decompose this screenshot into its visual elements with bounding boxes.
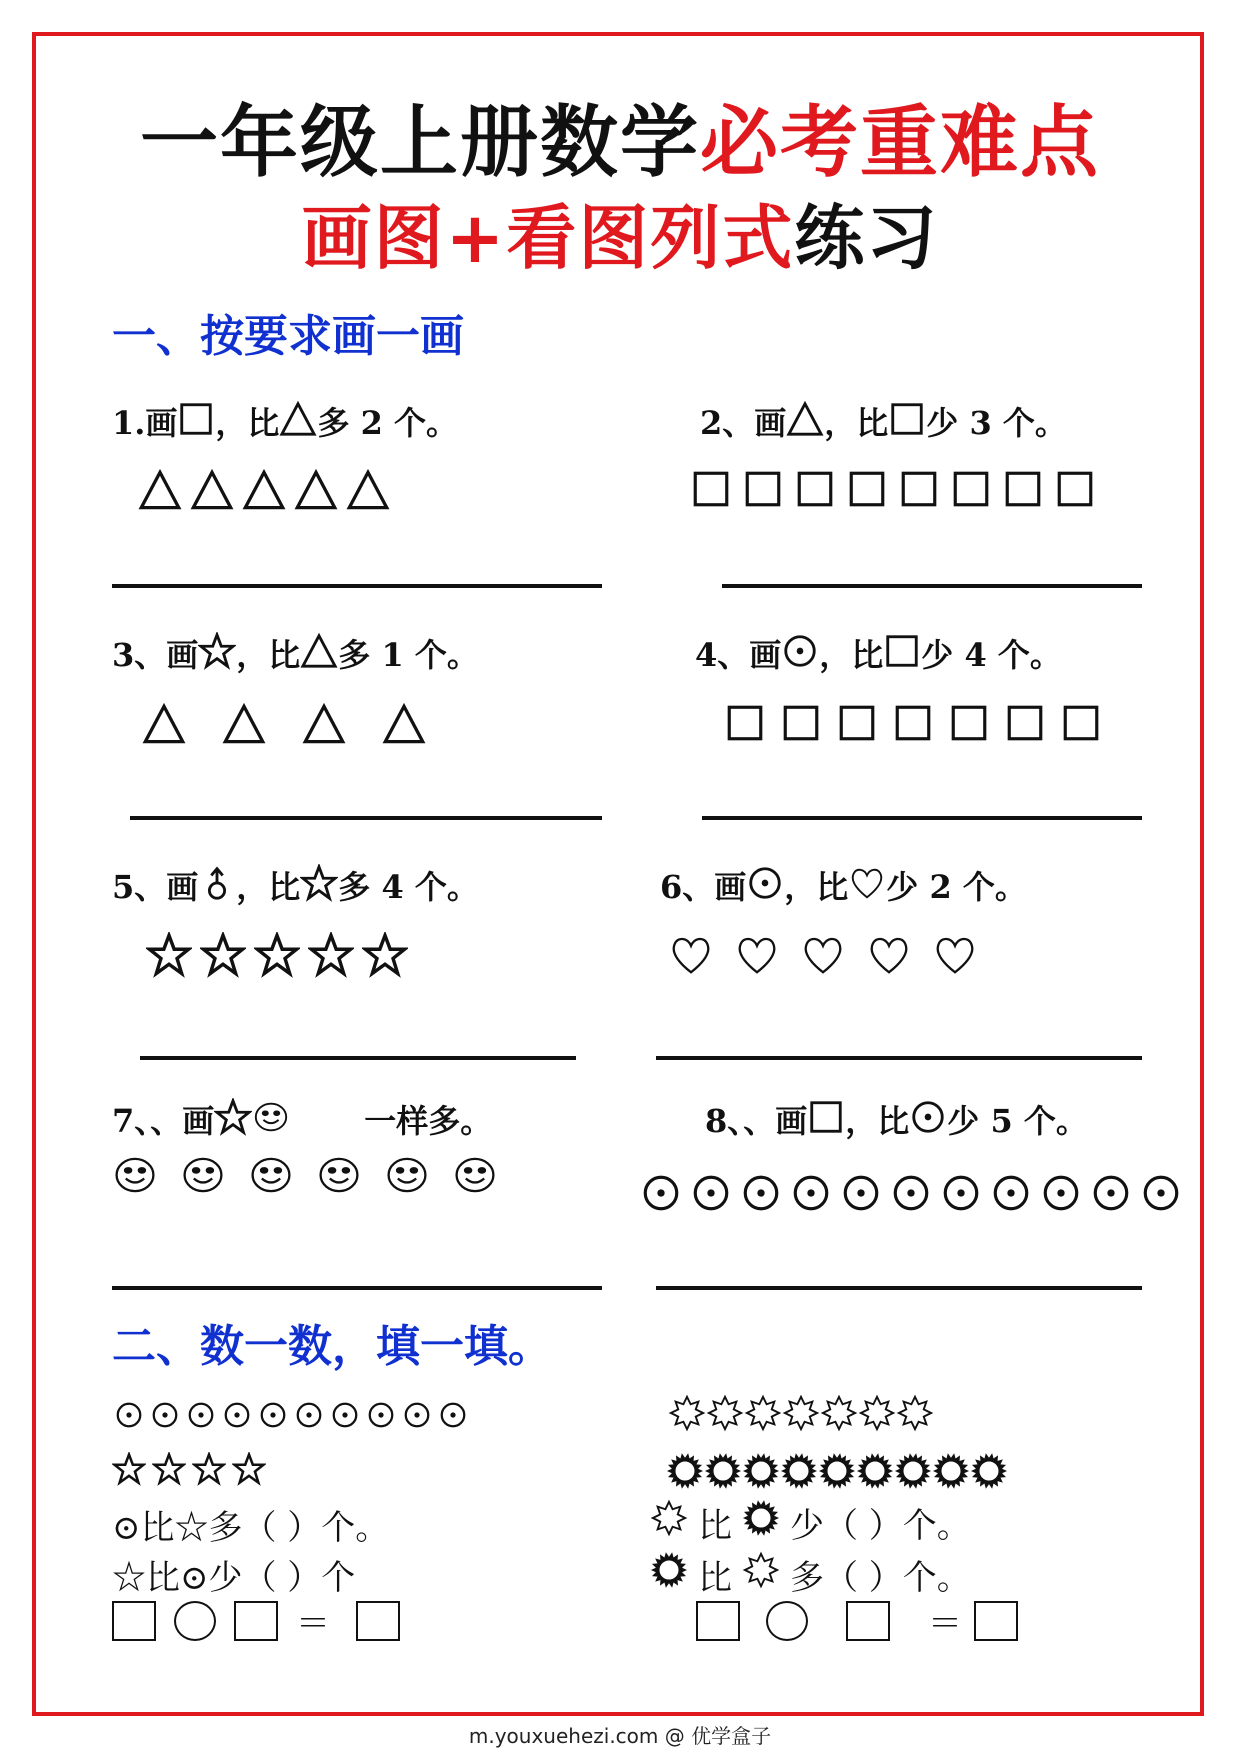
sun-icon bbox=[742, 1452, 780, 1494]
page-title bbox=[0, 80, 1240, 192]
problem-4-suffix: 少 4 个。 bbox=[921, 636, 1062, 674]
answer-box[interactable] bbox=[356, 1601, 400, 1641]
triangle-icon bbox=[346, 468, 390, 516]
answer-line-8[interactable] bbox=[656, 1286, 1142, 1290]
sun-icon bbox=[650, 1551, 688, 1598]
count-row-suns bbox=[666, 1452, 1008, 1494]
problem-6-suffix: 少 2 个。 bbox=[886, 868, 1027, 906]
triangle-icon bbox=[294, 468, 338, 516]
dot-circle-icon bbox=[640, 1172, 682, 1218]
burst-icon bbox=[650, 1499, 688, 1546]
square-icon bbox=[794, 468, 836, 514]
problem-3 bbox=[112, 630, 479, 676]
triangle-icon bbox=[190, 468, 234, 516]
problem-4-prefix: 4、画 bbox=[695, 636, 782, 674]
shape-row-6 bbox=[668, 932, 978, 982]
star-icon bbox=[308, 932, 354, 982]
star-icon bbox=[146, 932, 192, 982]
problem-6-prefix: 6、画 bbox=[660, 868, 747, 906]
problem-7-prefix: 7、、画 bbox=[112, 1102, 215, 1140]
star-icon bbox=[214, 1102, 252, 1140]
footer-watermark: m.youxuehezi.com @ 优学盒子 bbox=[468, 1724, 772, 1748]
problem-3-prefix: 3、画 bbox=[112, 636, 199, 674]
problem-7 bbox=[112, 1096, 492, 1142]
problem-8-suffix: 少 5 个。 bbox=[947, 1102, 1088, 1140]
problem-8 bbox=[705, 1096, 1088, 1142]
star-icon bbox=[362, 932, 408, 982]
problem-4-mid: ，比 bbox=[819, 636, 884, 674]
sun-icon bbox=[742, 1499, 780, 1546]
smiley-icon bbox=[252, 1102, 290, 1140]
problem-2 bbox=[700, 398, 1067, 444]
star-icon bbox=[254, 932, 300, 982]
subtitle-part1: 画图+看图列式 bbox=[301, 197, 795, 279]
square-icon bbox=[1002, 468, 1044, 514]
burst-icon bbox=[858, 1394, 896, 1436]
heart-icon bbox=[800, 932, 846, 982]
s2-right-q1-b: 少（ ）个。 bbox=[790, 1506, 971, 1546]
heart-icon bbox=[848, 868, 886, 906]
answer-box[interactable] bbox=[696, 1601, 740, 1641]
dot-circle-icon bbox=[746, 868, 784, 906]
star-icon bbox=[192, 1452, 226, 1490]
square-icon bbox=[690, 468, 732, 514]
sun-icon bbox=[666, 1452, 704, 1494]
smiley-icon bbox=[248, 1152, 294, 1202]
problem-7-suffix: 一样多。 bbox=[364, 1102, 493, 1140]
section2-heading: 二、数一数，填一填。 bbox=[112, 1321, 552, 1372]
equals-sign: ＝ bbox=[296, 1604, 330, 1644]
heart-icon bbox=[668, 932, 714, 982]
s2-right-equation bbox=[696, 1596, 1018, 1645]
operator-circle[interactable] bbox=[766, 1601, 808, 1641]
burst-icon bbox=[742, 1551, 780, 1598]
problem-3-mid: ，比 bbox=[236, 636, 301, 674]
square-icon bbox=[898, 468, 940, 514]
s2-right-q1-a: 比 bbox=[698, 1506, 732, 1546]
square-icon bbox=[807, 1102, 845, 1140]
dot-circle-icon bbox=[114, 1400, 144, 1434]
subtitle-part2: 练习 bbox=[794, 197, 939, 279]
dot-circle-icon bbox=[690, 1172, 732, 1218]
star-icon bbox=[200, 932, 246, 982]
dot-circle-icon bbox=[186, 1400, 216, 1434]
shape-row-5 bbox=[146, 932, 408, 982]
dot-circle-icon bbox=[438, 1400, 468, 1434]
problem-5-suffix: 多 4 个。 bbox=[338, 868, 479, 906]
triangle-icon bbox=[279, 404, 317, 442]
square-icon bbox=[1060, 702, 1102, 748]
dot-circle-icon bbox=[330, 1400, 360, 1434]
problem-1-suffix: 多 2 个。 bbox=[317, 404, 458, 442]
sun-icon bbox=[704, 1452, 742, 1494]
triangle-icon bbox=[302, 702, 346, 750]
problem-3-suffix: 多 1 个。 bbox=[338, 636, 479, 674]
square-icon bbox=[724, 702, 766, 748]
square-icon bbox=[1004, 702, 1046, 748]
square-icon bbox=[177, 404, 215, 442]
s2-right-question-1 bbox=[650, 1498, 971, 1547]
sun-icon bbox=[780, 1452, 818, 1494]
problem-2-suffix: 少 3 个。 bbox=[926, 404, 1067, 442]
problem-6 bbox=[660, 862, 1027, 908]
sun-icon bbox=[818, 1452, 856, 1494]
dot-circle-icon bbox=[840, 1172, 882, 1218]
problem-5 bbox=[112, 862, 479, 908]
burst-icon bbox=[668, 1394, 706, 1436]
star-icon bbox=[300, 868, 338, 906]
sun-icon bbox=[894, 1452, 932, 1494]
problem-6-mid: ，比 bbox=[784, 868, 849, 906]
dot-circle-icon bbox=[940, 1172, 982, 1218]
problem-1-prefix: 1.画 bbox=[112, 404, 178, 442]
smiley-icon bbox=[452, 1152, 498, 1202]
problem-5-prefix: 5、画 bbox=[112, 868, 199, 906]
s2-right-q2-b: 多（ ）个。 bbox=[790, 1558, 971, 1598]
dot-circle-icon bbox=[294, 1400, 324, 1434]
star-icon bbox=[152, 1452, 186, 1490]
square-icon bbox=[742, 468, 784, 514]
dot-circle-icon bbox=[222, 1400, 252, 1434]
s2-left-question-1: ⊙比☆多（ ）个。 bbox=[112, 1508, 390, 1548]
title-part1: 一年级上册数学 bbox=[139, 98, 700, 188]
dot-circle-icon bbox=[781, 636, 819, 674]
answer-line-1[interactable] bbox=[112, 584, 602, 588]
square-icon bbox=[780, 702, 822, 748]
smiley-icon bbox=[180, 1152, 226, 1202]
dot-circle-icon bbox=[258, 1400, 288, 1434]
answer-box[interactable] bbox=[846, 1601, 890, 1641]
count-row-stars bbox=[112, 1452, 266, 1490]
dot-circle-icon bbox=[740, 1172, 782, 1218]
burst-icon bbox=[706, 1394, 744, 1436]
star-icon bbox=[198, 636, 236, 674]
problem-1 bbox=[112, 398, 458, 444]
s2-left-equation bbox=[112, 1596, 400, 1645]
square-icon bbox=[892, 702, 934, 748]
shape-row-7 bbox=[112, 1152, 498, 1202]
title-part2: 必考重难点 bbox=[700, 98, 1101, 188]
dot-circle-icon bbox=[366, 1400, 396, 1434]
dot-circle-icon bbox=[990, 1172, 1032, 1218]
heart-icon bbox=[866, 932, 912, 982]
s2-right-q2-a: 比 bbox=[698, 1558, 732, 1598]
s2-right-question-2 bbox=[650, 1550, 971, 1599]
triangle-icon bbox=[382, 702, 426, 750]
square-icon bbox=[950, 468, 992, 514]
count-row-dot-circles bbox=[114, 1400, 468, 1434]
sun-icon bbox=[856, 1452, 894, 1494]
burst-icon bbox=[896, 1394, 934, 1436]
dot-circle-icon bbox=[150, 1400, 180, 1434]
sun-icon bbox=[932, 1452, 970, 1494]
triangle-icon bbox=[242, 468, 286, 516]
square-icon bbox=[846, 468, 888, 514]
answer-line-2[interactable] bbox=[722, 584, 1142, 588]
shape-row-1 bbox=[138, 468, 390, 516]
problem-5-mid: ，比 bbox=[236, 868, 301, 906]
square-icon bbox=[888, 404, 926, 442]
operator-circle[interactable] bbox=[174, 1601, 216, 1641]
shape-row-8 bbox=[640, 1172, 1182, 1218]
dot-circle-icon bbox=[909, 1102, 947, 1140]
dot-circle-icon bbox=[890, 1172, 932, 1218]
smiley-icon bbox=[384, 1152, 430, 1202]
answer-box[interactable] bbox=[974, 1601, 1018, 1641]
answer-line-6[interactable] bbox=[656, 1056, 1142, 1060]
burst-icon bbox=[820, 1394, 858, 1436]
square-icon bbox=[836, 702, 878, 748]
dot-circle-icon bbox=[790, 1172, 832, 1218]
dot-circle-icon bbox=[402, 1400, 432, 1434]
answer-box[interactable] bbox=[112, 1601, 156, 1641]
problem-1-mid: ，比 bbox=[215, 404, 280, 442]
triangle-icon bbox=[222, 702, 266, 750]
shape-row-3 bbox=[142, 702, 426, 750]
burst-icon bbox=[744, 1394, 782, 1436]
dot-circle-icon bbox=[1090, 1172, 1132, 1218]
burst-icon bbox=[782, 1394, 820, 1436]
problem-2-mid: ，比 bbox=[824, 404, 889, 442]
square-icon bbox=[1054, 468, 1096, 514]
triangle-icon bbox=[138, 468, 182, 516]
answer-line-7[interactable] bbox=[112, 1286, 602, 1290]
dot-circle-icon bbox=[1140, 1172, 1182, 1218]
dot-circle-icon bbox=[1040, 1172, 1082, 1218]
square-icon bbox=[883, 636, 921, 674]
rattle-icon bbox=[198, 868, 236, 906]
square-icon bbox=[948, 702, 990, 748]
problem-8-prefix: 8、、画 bbox=[705, 1102, 808, 1140]
sun-icon bbox=[970, 1452, 1008, 1494]
page-subtitle bbox=[0, 182, 1240, 283]
s2-left-question-2: ☆比⊙少（ ）个 bbox=[112, 1558, 356, 1598]
star-icon bbox=[232, 1452, 266, 1490]
problem-2-prefix: 2、画 bbox=[700, 404, 787, 442]
section1-heading: 一、按要求画一画 bbox=[112, 311, 464, 362]
equals-sign: ＝ bbox=[928, 1604, 962, 1644]
answer-line-3[interactable] bbox=[130, 816, 602, 820]
smiley-icon bbox=[112, 1152, 158, 1202]
triangle-icon bbox=[300, 636, 338, 674]
shape-row-4 bbox=[724, 702, 1102, 748]
problem-4 bbox=[695, 630, 1062, 676]
answer-line-4[interactable] bbox=[702, 816, 1142, 820]
heart-icon bbox=[932, 932, 978, 982]
problem-8-mid: ，比 bbox=[845, 1102, 910, 1140]
shape-row-2 bbox=[690, 468, 1096, 514]
heart-icon bbox=[734, 932, 780, 982]
triangle-icon bbox=[142, 702, 186, 750]
answer-line-5[interactable] bbox=[140, 1056, 576, 1060]
triangle-icon bbox=[786, 404, 824, 442]
star-icon bbox=[112, 1452, 146, 1490]
answer-box[interactable] bbox=[234, 1601, 278, 1641]
smiley-icon bbox=[316, 1152, 362, 1202]
count-row-bursts bbox=[668, 1394, 934, 1436]
